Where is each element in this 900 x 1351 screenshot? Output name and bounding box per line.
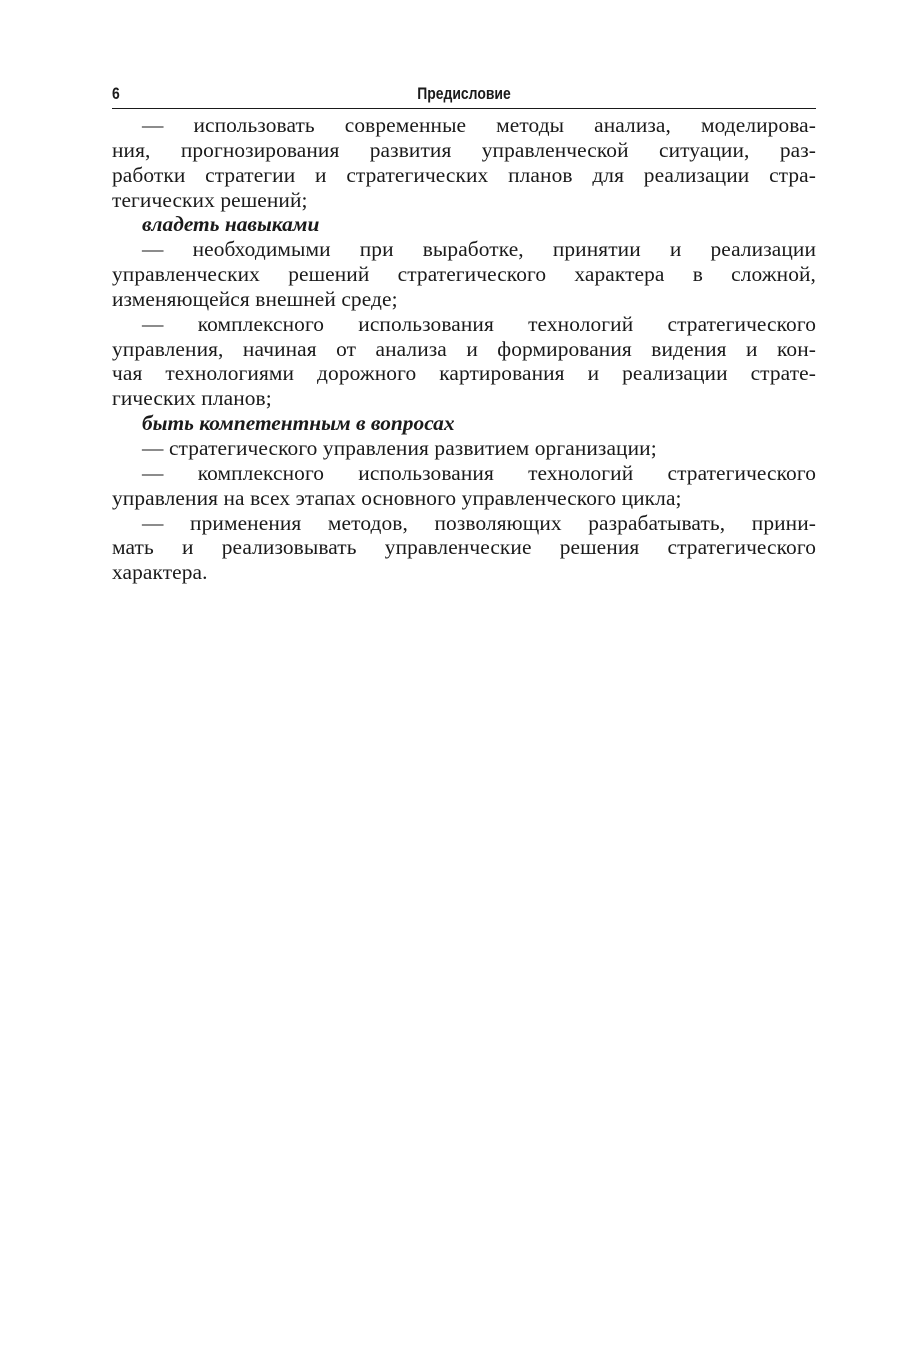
text-line: ния, прогнозирования развития управленческой ситуации, раз- (112, 137, 816, 162)
running-header (112, 80, 816, 109)
paragraph-strategic-management (112, 436, 816, 461)
heading-competent: быть компетентным в вопросах (142, 411, 455, 436)
text-line: — необходимыми при выработке, принятии и реализации (142, 237, 816, 262)
paragraph-technology-skills (112, 312, 816, 411)
text-line: управления на всех этапах основного управленческого цикла; (112, 485, 682, 510)
text-line: гических планов; (112, 386, 272, 411)
text-line: мать и реализовывать управленческие решения стратегического (112, 535, 816, 560)
paragraph-management-cycle (112, 461, 816, 511)
text-line: — применения методов, позволяющих разрабатывать, прини- (142, 510, 816, 535)
text-line: характера. (112, 560, 208, 585)
heading-skills: владеть навыками (142, 212, 320, 237)
text-line: — использовать современные методы анализа, моделирова- (142, 113, 816, 137)
paragraph-methods-application (112, 511, 816, 586)
text-line: тегических решений; (112, 187, 308, 212)
text-line: чая технологиями дорожного картирования и реализации страте- (112, 361, 816, 386)
page-number: 6 (112, 84, 120, 103)
paragraph-decision-skills (112, 237, 816, 312)
text-line: работки стратегии и стратегических планов для реализации стра- (112, 162, 816, 187)
text-line: — комплексного использования технологий стратегического (142, 311, 816, 336)
text-line: управленческих решений стратегического характера в сложной, (112, 262, 816, 287)
book-page (112, 80, 816, 585)
section-title: Предисловие (417, 84, 511, 103)
text-line: — стратегического управления развитием организации; (142, 435, 657, 460)
text-line: управления, начиная от анализа и формирования видения и кон- (112, 336, 816, 361)
paragraph-analysis-methods (112, 113, 816, 212)
body-text (112, 113, 816, 585)
text-line: — комплексного использования технологий стратегического (142, 460, 816, 485)
text-line: изменяющейся внешней среде; (112, 286, 398, 311)
